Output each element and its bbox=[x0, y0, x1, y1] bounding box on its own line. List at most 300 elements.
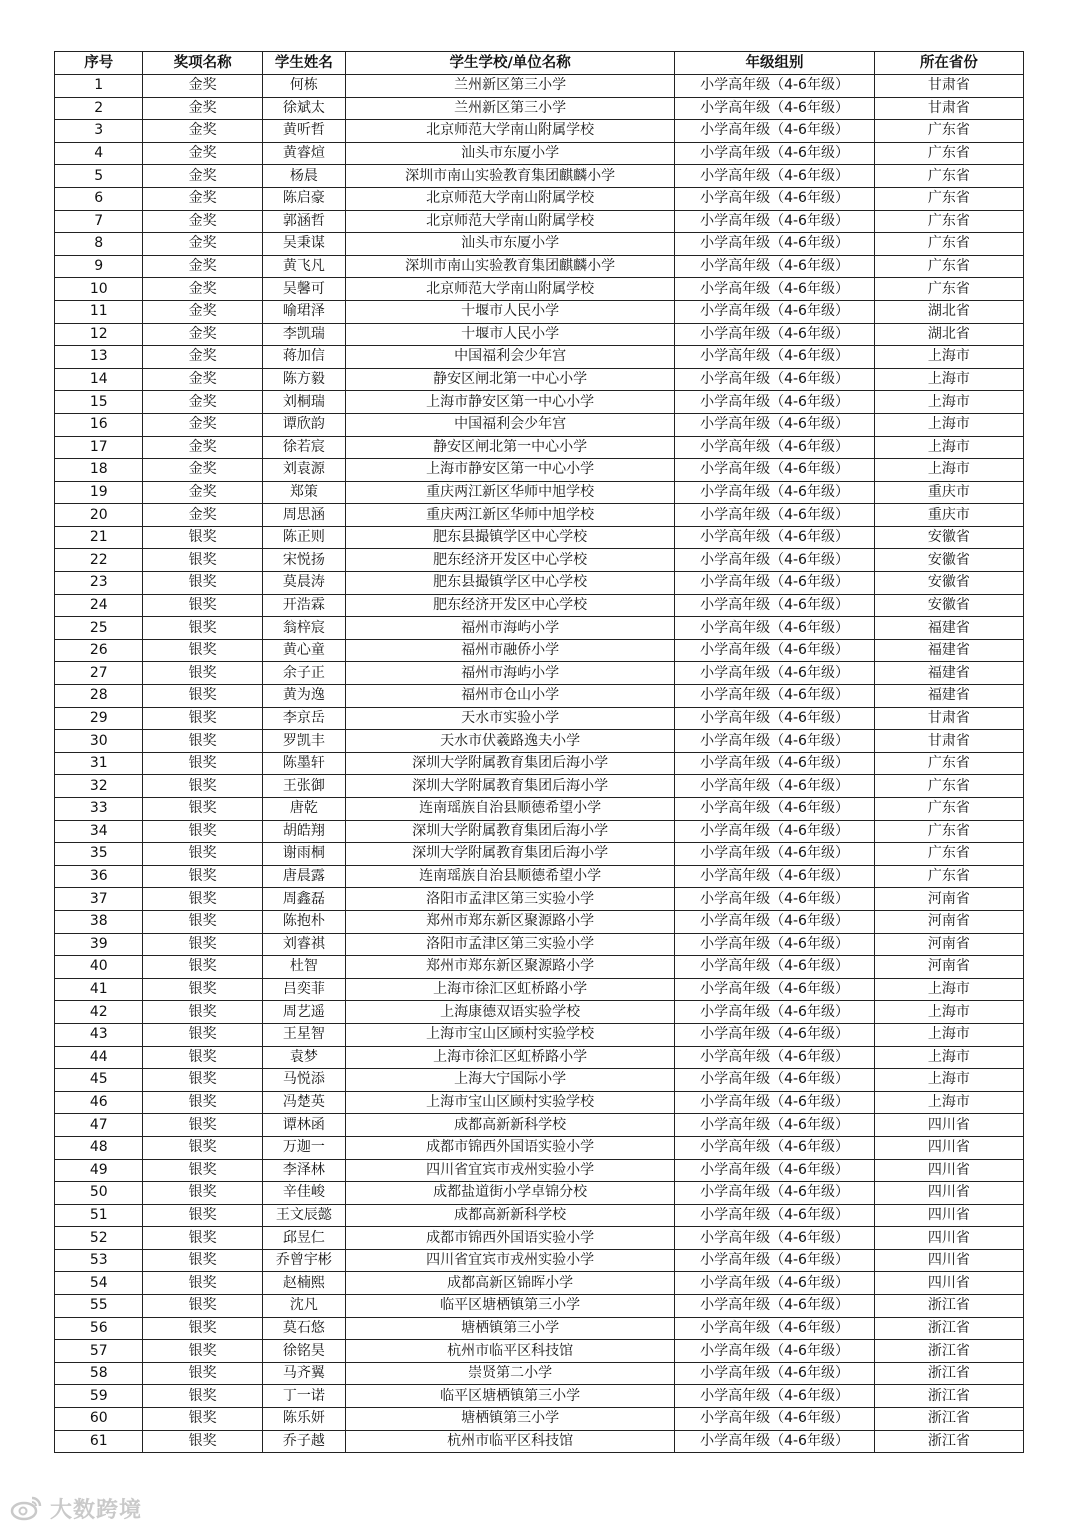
cell-province: 上海市 bbox=[874, 413, 1023, 436]
cell-serial: 13 bbox=[55, 346, 143, 369]
cell-grade-group: 小学高年级（4-6年级） bbox=[675, 549, 875, 572]
cell-province: 甘肃省 bbox=[874, 730, 1023, 753]
cell-award: 银奖 bbox=[143, 1069, 262, 1092]
cell-school: 四川省宜宾市戎州实验小学 bbox=[346, 1159, 675, 1182]
cell-serial: 49 bbox=[55, 1159, 143, 1182]
table-row bbox=[55, 888, 1024, 911]
cell-serial: 3 bbox=[55, 120, 143, 143]
cell-award: 银奖 bbox=[143, 1182, 262, 1205]
cell-province: 福建省 bbox=[874, 639, 1023, 662]
cell-serial: 23 bbox=[55, 572, 143, 595]
cell-student-name: 喻珺泽 bbox=[262, 300, 345, 323]
table-row bbox=[55, 1295, 1024, 1318]
cell-province: 广东省 bbox=[874, 865, 1023, 888]
cell-school: 连南瑶族自治县顺德希望小学 bbox=[346, 865, 675, 888]
cell-school: 福州市海屿小学 bbox=[346, 617, 675, 640]
table-row bbox=[55, 685, 1024, 708]
cell-award: 银奖 bbox=[143, 933, 262, 956]
cell-award: 银奖 bbox=[143, 1023, 262, 1046]
cell-student-name: 陈方毅 bbox=[262, 368, 345, 391]
cell-serial: 5 bbox=[55, 165, 143, 188]
cell-province: 上海市 bbox=[874, 1069, 1023, 1092]
cell-student-name: 谭欣韵 bbox=[262, 413, 345, 436]
cell-province: 上海市 bbox=[874, 368, 1023, 391]
table-row bbox=[55, 300, 1024, 323]
cell-award: 金奖 bbox=[143, 120, 262, 143]
cell-award: 银奖 bbox=[143, 843, 262, 866]
table-row bbox=[55, 459, 1024, 482]
cell-school: 北京师范大学南山附属学校 bbox=[346, 120, 675, 143]
cell-student-name: 黄为逸 bbox=[262, 685, 345, 708]
cell-student-name: 杜智 bbox=[262, 956, 345, 979]
cell-award: 银奖 bbox=[143, 865, 262, 888]
cell-school: 福州市融侨小学 bbox=[346, 639, 675, 662]
cell-grade-group: 小学高年级（4-6年级） bbox=[675, 346, 875, 369]
cell-serial: 19 bbox=[55, 481, 143, 504]
cell-school: 洛阳市孟津区第三实验小学 bbox=[346, 888, 675, 911]
cell-student-name: 徐斌太 bbox=[262, 97, 345, 120]
table-row bbox=[55, 910, 1024, 933]
cell-award: 银奖 bbox=[143, 1204, 262, 1227]
cell-award: 银奖 bbox=[143, 639, 262, 662]
cell-student-name: 周艺遥 bbox=[262, 1001, 345, 1024]
table-row bbox=[55, 572, 1024, 595]
cell-province: 广东省 bbox=[874, 210, 1023, 233]
cell-student-name: 徐铭昊 bbox=[262, 1340, 345, 1363]
table-row bbox=[55, 1046, 1024, 1069]
cell-grade-group: 小学高年级（4-6年级） bbox=[675, 323, 875, 346]
cell-serial: 53 bbox=[55, 1249, 143, 1272]
cell-grade-group: 小学高年级（4-6年级） bbox=[675, 594, 875, 617]
cell-school: 肥东经济开发区中心学校 bbox=[346, 594, 675, 617]
table-row bbox=[55, 1385, 1024, 1408]
cell-serial: 44 bbox=[55, 1046, 143, 1069]
cell-province: 浙江省 bbox=[874, 1317, 1023, 1340]
table-row bbox=[55, 865, 1024, 888]
table-row bbox=[55, 843, 1024, 866]
table-row bbox=[55, 775, 1024, 798]
cell-award: 银奖 bbox=[143, 572, 262, 595]
table-row bbox=[55, 1408, 1024, 1431]
cell-grade-group: 小学高年级（4-6年级） bbox=[675, 1136, 875, 1159]
cell-province: 上海市 bbox=[874, 459, 1023, 482]
cell-award: 银奖 bbox=[143, 662, 262, 685]
cell-province: 上海市 bbox=[874, 346, 1023, 369]
cell-grade-group: 小学高年级（4-6年级） bbox=[675, 662, 875, 685]
cell-province: 四川省 bbox=[874, 1182, 1023, 1205]
cell-serial: 11 bbox=[55, 300, 143, 323]
cell-school: 福州市海屿小学 bbox=[346, 662, 675, 685]
cell-award: 银奖 bbox=[143, 1159, 262, 1182]
table-row bbox=[55, 1114, 1024, 1137]
cell-serial: 18 bbox=[55, 459, 143, 482]
cell-grade-group: 小学高年级（4-6年级） bbox=[675, 617, 875, 640]
cell-serial: 37 bbox=[55, 888, 143, 911]
cell-serial: 46 bbox=[55, 1091, 143, 1114]
cell-student-name: 唐乾 bbox=[262, 798, 345, 821]
cell-serial: 41 bbox=[55, 978, 143, 1001]
cell-serial: 28 bbox=[55, 685, 143, 708]
cell-serial: 9 bbox=[55, 255, 143, 278]
cell-student-name: 刘睿祺 bbox=[262, 933, 345, 956]
cell-award: 金奖 bbox=[143, 346, 262, 369]
cell-serial: 27 bbox=[55, 662, 143, 685]
cell-grade-group: 小学高年级（4-6年级） bbox=[675, 1204, 875, 1227]
cell-school: 崇贤第二小学 bbox=[346, 1362, 675, 1385]
table-row bbox=[55, 1069, 1024, 1092]
cell-award: 银奖 bbox=[143, 978, 262, 1001]
cell-school: 天水市实验小学 bbox=[346, 707, 675, 730]
cell-grade-group: 小学高年级（4-6年级） bbox=[675, 504, 875, 527]
cell-province: 广东省 bbox=[874, 775, 1023, 798]
cell-award: 银奖 bbox=[143, 1046, 262, 1069]
cell-award: 银奖 bbox=[143, 549, 262, 572]
cell-school: 杭州市临平区科技馆 bbox=[346, 1430, 675, 1453]
table-row bbox=[55, 504, 1024, 527]
cell-grade-group: 小学高年级（4-6年级） bbox=[675, 1069, 875, 1092]
cell-province: 广东省 bbox=[874, 142, 1023, 165]
cell-student-name: 李凯瑞 bbox=[262, 323, 345, 346]
cell-student-name: 余子正 bbox=[262, 662, 345, 685]
cell-student-name: 杨晨 bbox=[262, 165, 345, 188]
cell-student-name: 唐晨露 bbox=[262, 865, 345, 888]
cell-award: 金奖 bbox=[143, 323, 262, 346]
cell-school: 中国福利会少年宫 bbox=[346, 346, 675, 369]
cell-province: 福建省 bbox=[874, 617, 1023, 640]
cell-student-name: 王文辰懿 bbox=[262, 1204, 345, 1227]
table-row bbox=[55, 526, 1024, 549]
cell-serial: 16 bbox=[55, 413, 143, 436]
cell-serial: 15 bbox=[55, 391, 143, 414]
cell-province: 上海市 bbox=[874, 978, 1023, 1001]
cell-award: 金奖 bbox=[143, 142, 262, 165]
cell-serial: 34 bbox=[55, 820, 143, 843]
cell-award: 银奖 bbox=[143, 1227, 262, 1250]
cell-student-name: 赵楠熙 bbox=[262, 1272, 345, 1295]
cell-serial: 56 bbox=[55, 1317, 143, 1340]
cell-school: 杭州市临平区科技馆 bbox=[346, 1340, 675, 1363]
cell-grade-group: 小学高年级（4-6年级） bbox=[675, 956, 875, 979]
cell-award: 金奖 bbox=[143, 481, 262, 504]
watermark-text: 大数跨境 bbox=[50, 1497, 143, 1523]
cell-student-name: 陈乐妍 bbox=[262, 1408, 345, 1431]
table-row bbox=[55, 75, 1024, 98]
cell-award: 银奖 bbox=[143, 617, 262, 640]
cell-school: 肥东县撮镇学区中心学校 bbox=[346, 572, 675, 595]
cell-province: 浙江省 bbox=[874, 1430, 1023, 1453]
cell-award: 金奖 bbox=[143, 459, 262, 482]
cell-grade-group: 小学高年级（4-6年级） bbox=[675, 278, 875, 301]
cell-school: 上海市宝山区顾村实验学校 bbox=[346, 1091, 675, 1114]
cell-school: 北京师范大学南山附属学校 bbox=[346, 187, 675, 210]
cell-serial: 55 bbox=[55, 1295, 143, 1318]
cell-province: 河南省 bbox=[874, 888, 1023, 911]
cell-serial: 1 bbox=[55, 75, 143, 98]
cell-province: 安徽省 bbox=[874, 572, 1023, 595]
cell-school: 中国福利会少年宫 bbox=[346, 413, 675, 436]
cell-province: 福建省 bbox=[874, 662, 1023, 685]
cell-grade-group: 小学高年级（4-6年级） bbox=[675, 888, 875, 911]
cell-province: 湖北省 bbox=[874, 323, 1023, 346]
cell-award: 银奖 bbox=[143, 707, 262, 730]
cell-student-name: 吕奕菲 bbox=[262, 978, 345, 1001]
cell-province: 安徽省 bbox=[874, 526, 1023, 549]
cell-grade-group: 小学高年级（4-6年级） bbox=[675, 1385, 875, 1408]
table-row bbox=[55, 933, 1024, 956]
cell-award: 金奖 bbox=[143, 233, 262, 256]
cell-award: 金奖 bbox=[143, 436, 262, 459]
cell-school: 上海大宁国际小学 bbox=[346, 1069, 675, 1092]
cell-serial: 33 bbox=[55, 798, 143, 821]
cell-student-name: 马悦添 bbox=[262, 1069, 345, 1092]
table-row bbox=[55, 391, 1024, 414]
cell-serial: 43 bbox=[55, 1023, 143, 1046]
cell-serial: 20 bbox=[55, 504, 143, 527]
cell-serial: 26 bbox=[55, 639, 143, 662]
cell-serial: 61 bbox=[55, 1430, 143, 1453]
cell-grade-group: 小学高年级（4-6年级） bbox=[675, 843, 875, 866]
cell-serial: 2 bbox=[55, 97, 143, 120]
cell-school: 福州市仓山小学 bbox=[346, 685, 675, 708]
cell-school: 上海市静安区第一中心小学 bbox=[346, 391, 675, 414]
cell-serial: 22 bbox=[55, 549, 143, 572]
cell-award: 金奖 bbox=[143, 97, 262, 120]
cell-grade-group: 小学高年级（4-6年级） bbox=[675, 752, 875, 775]
cell-grade-group: 小学高年级（4-6年级） bbox=[675, 97, 875, 120]
cell-award: 银奖 bbox=[143, 594, 262, 617]
table-row bbox=[55, 278, 1024, 301]
cell-province: 广东省 bbox=[874, 820, 1023, 843]
cell-grade-group: 小学高年级（4-6年级） bbox=[675, 187, 875, 210]
cell-school: 成都市锦西外国语实验小学 bbox=[346, 1227, 675, 1250]
cell-award: 金奖 bbox=[143, 210, 262, 233]
table-row bbox=[55, 1159, 1024, 1182]
cell-school: 肥东县撮镇学区中心学校 bbox=[346, 526, 675, 549]
table-row bbox=[55, 1362, 1024, 1385]
cell-award: 银奖 bbox=[143, 820, 262, 843]
cell-award: 金奖 bbox=[143, 278, 262, 301]
table-row bbox=[55, 97, 1024, 120]
cell-province: 广东省 bbox=[874, 187, 1023, 210]
cell-student-name: 宋悦扬 bbox=[262, 549, 345, 572]
cell-award: 银奖 bbox=[143, 526, 262, 549]
header-province: 所在省份 bbox=[874, 52, 1023, 75]
cell-award: 银奖 bbox=[143, 956, 262, 979]
cell-province: 湖北省 bbox=[874, 300, 1023, 323]
cell-award: 银奖 bbox=[143, 730, 262, 753]
cell-school: 成都盐道街小学卓锦分校 bbox=[346, 1182, 675, 1205]
cell-school: 塘栖镇第三小学 bbox=[346, 1317, 675, 1340]
cell-grade-group: 小学高年级（4-6年级） bbox=[675, 1001, 875, 1024]
weibo-logo-icon bbox=[10, 1495, 44, 1521]
cell-serial: 31 bbox=[55, 752, 143, 775]
cell-school: 洛阳市孟津区第三实验小学 bbox=[346, 933, 675, 956]
cell-grade-group: 小学高年级（4-6年级） bbox=[675, 210, 875, 233]
table-row bbox=[55, 368, 1024, 391]
cell-province: 甘肃省 bbox=[874, 707, 1023, 730]
cell-award: 银奖 bbox=[143, 1430, 262, 1453]
header-grade-group: 年级组别 bbox=[675, 52, 875, 75]
cell-school: 重庆两江新区华师中旭学校 bbox=[346, 504, 675, 527]
cell-province: 福建省 bbox=[874, 685, 1023, 708]
table-row bbox=[55, 210, 1024, 233]
cell-province: 河南省 bbox=[874, 956, 1023, 979]
cell-award: 银奖 bbox=[143, 1362, 262, 1385]
cell-grade-group: 小学高年级（4-6年级） bbox=[675, 1362, 875, 1385]
table-body bbox=[55, 75, 1024, 1453]
cell-student-name: 万迦一 bbox=[262, 1136, 345, 1159]
cell-grade-group: 小学高年级（4-6年级） bbox=[675, 730, 875, 753]
cell-province: 上海市 bbox=[874, 1046, 1023, 1069]
cell-student-name: 冯楚英 bbox=[262, 1091, 345, 1114]
cell-student-name: 黄心童 bbox=[262, 639, 345, 662]
table-row bbox=[55, 1249, 1024, 1272]
cell-award: 银奖 bbox=[143, 1001, 262, 1024]
cell-grade-group: 小学高年级（4-6年级） bbox=[675, 910, 875, 933]
cell-student-name: 开浩霖 bbox=[262, 594, 345, 617]
cell-award: 金奖 bbox=[143, 75, 262, 98]
cell-student-name: 乔子越 bbox=[262, 1430, 345, 1453]
cell-serial: 8 bbox=[55, 233, 143, 256]
table-row bbox=[55, 120, 1024, 143]
cell-school: 上海市静安区第一中心小学 bbox=[346, 459, 675, 482]
cell-award: 银奖 bbox=[143, 1408, 262, 1431]
cell-student-name: 胡皓翔 bbox=[262, 820, 345, 843]
cell-serial: 38 bbox=[55, 910, 143, 933]
cell-student-name: 翁梓宸 bbox=[262, 617, 345, 640]
cell-serial: 50 bbox=[55, 1182, 143, 1205]
cell-serial: 48 bbox=[55, 1136, 143, 1159]
cell-province: 上海市 bbox=[874, 1001, 1023, 1024]
cell-grade-group: 小学高年级（4-6年级） bbox=[675, 1340, 875, 1363]
cell-serial: 42 bbox=[55, 1001, 143, 1024]
cell-school: 四川省宜宾市戎州实验小学 bbox=[346, 1249, 675, 1272]
cell-school: 汕头市东厦小学 bbox=[346, 142, 675, 165]
table-row bbox=[55, 1182, 1024, 1205]
cell-province: 上海市 bbox=[874, 436, 1023, 459]
cell-serial: 58 bbox=[55, 1362, 143, 1385]
cell-grade-group: 小学高年级（4-6年级） bbox=[675, 1317, 875, 1340]
cell-student-name: 谭林函 bbox=[262, 1114, 345, 1137]
cell-province: 广东省 bbox=[874, 255, 1023, 278]
cell-province: 广东省 bbox=[874, 120, 1023, 143]
cell-student-name: 邱昱仁 bbox=[262, 1227, 345, 1250]
table-header-row bbox=[55, 52, 1024, 75]
cell-student-name: 吴馨可 bbox=[262, 278, 345, 301]
cell-grade-group: 小学高年级（4-6年级） bbox=[675, 1046, 875, 1069]
cell-serial: 6 bbox=[55, 187, 143, 210]
cell-student-name: 郑策 bbox=[262, 481, 345, 504]
header-student-name: 学生姓名 bbox=[262, 52, 345, 75]
cell-serial: 60 bbox=[55, 1408, 143, 1431]
cell-award: 银奖 bbox=[143, 888, 262, 911]
cell-grade-group: 小学高年级（4-6年级） bbox=[675, 526, 875, 549]
table-row bbox=[55, 956, 1024, 979]
cell-student-name: 谢雨桐 bbox=[262, 843, 345, 866]
cell-student-name: 陈启豪 bbox=[262, 187, 345, 210]
cell-award: 银奖 bbox=[143, 1340, 262, 1363]
cell-school: 十堰市人民小学 bbox=[346, 300, 675, 323]
cell-grade-group: 小学高年级（4-6年级） bbox=[675, 391, 875, 414]
cell-province: 四川省 bbox=[874, 1272, 1023, 1295]
cell-award: 银奖 bbox=[143, 752, 262, 775]
cell-serial: 10 bbox=[55, 278, 143, 301]
table-row bbox=[55, 436, 1024, 459]
cell-school: 深圳大学附属教育集团后海小学 bbox=[346, 820, 675, 843]
cell-school: 深圳市南山实验教育集团麒麟小学 bbox=[346, 255, 675, 278]
cell-grade-group: 小学高年级（4-6年级） bbox=[675, 685, 875, 708]
cell-province: 重庆市 bbox=[874, 504, 1023, 527]
cell-student-name: 郭涵哲 bbox=[262, 210, 345, 233]
cell-serial: 17 bbox=[55, 436, 143, 459]
cell-award: 银奖 bbox=[143, 685, 262, 708]
cell-school: 成都高新区锦晖小学 bbox=[346, 1272, 675, 1295]
cell-serial: 59 bbox=[55, 1385, 143, 1408]
cell-serial: 14 bbox=[55, 368, 143, 391]
table-row bbox=[55, 1023, 1024, 1046]
cell-student-name: 李京岳 bbox=[262, 707, 345, 730]
cell-school: 北京师范大学南山附属学校 bbox=[346, 210, 675, 233]
cell-school: 静安区闸北第一中心小学 bbox=[346, 368, 675, 391]
table-row bbox=[55, 165, 1024, 188]
cell-student-name: 莫晨涛 bbox=[262, 572, 345, 595]
cell-student-name: 袁梦 bbox=[262, 1046, 345, 1069]
cell-serial: 47 bbox=[55, 1114, 143, 1137]
watermark bbox=[10, 1493, 142, 1523]
cell-province: 广东省 bbox=[874, 165, 1023, 188]
header-school: 学生学校/单位名称 bbox=[346, 52, 675, 75]
cell-student-name: 黄听哲 bbox=[262, 120, 345, 143]
header-award: 奖项名称 bbox=[143, 52, 262, 75]
table-row bbox=[55, 707, 1024, 730]
cell-province: 上海市 bbox=[874, 1091, 1023, 1114]
cell-serial: 4 bbox=[55, 142, 143, 165]
cell-award: 金奖 bbox=[143, 255, 262, 278]
cell-school: 静安区闸北第一中心小学 bbox=[346, 436, 675, 459]
cell-student-name: 辛佳峻 bbox=[262, 1182, 345, 1205]
table-row bbox=[55, 752, 1024, 775]
cell-award: 银奖 bbox=[143, 1317, 262, 1340]
cell-province: 四川省 bbox=[874, 1249, 1023, 1272]
cell-school: 兰州新区第三小学 bbox=[346, 97, 675, 120]
cell-serial: 12 bbox=[55, 323, 143, 346]
cell-school: 临平区塘栖镇第三小学 bbox=[346, 1295, 675, 1318]
table-row bbox=[55, 142, 1024, 165]
cell-school: 十堰市人民小学 bbox=[346, 323, 675, 346]
cell-grade-group: 小学高年级（4-6年级） bbox=[675, 978, 875, 1001]
cell-serial: 40 bbox=[55, 956, 143, 979]
cell-province: 四川省 bbox=[874, 1227, 1023, 1250]
cell-province: 河南省 bbox=[874, 933, 1023, 956]
cell-student-name: 沈凡 bbox=[262, 1295, 345, 1318]
cell-school: 上海市徐汇区虹桥路小学 bbox=[346, 978, 675, 1001]
cell-student-name: 吴秉谋 bbox=[262, 233, 345, 256]
cell-student-name: 刘桐瑞 bbox=[262, 391, 345, 414]
cell-province: 安徽省 bbox=[874, 549, 1023, 572]
cell-province: 广东省 bbox=[874, 278, 1023, 301]
cell-student-name: 蒋加信 bbox=[262, 346, 345, 369]
cell-province: 上海市 bbox=[874, 1023, 1023, 1046]
cell-serial: 29 bbox=[55, 707, 143, 730]
cell-serial: 54 bbox=[55, 1272, 143, 1295]
cell-school: 连南瑶族自治县顺德希望小学 bbox=[346, 798, 675, 821]
cell-province: 四川省 bbox=[874, 1159, 1023, 1182]
cell-grade-group: 小学高年级（4-6年级） bbox=[675, 1249, 875, 1272]
table-row bbox=[55, 1340, 1024, 1363]
cell-serial: 32 bbox=[55, 775, 143, 798]
cell-school: 上海市徐汇区虹桥路小学 bbox=[346, 1046, 675, 1069]
cell-serial: 25 bbox=[55, 617, 143, 640]
